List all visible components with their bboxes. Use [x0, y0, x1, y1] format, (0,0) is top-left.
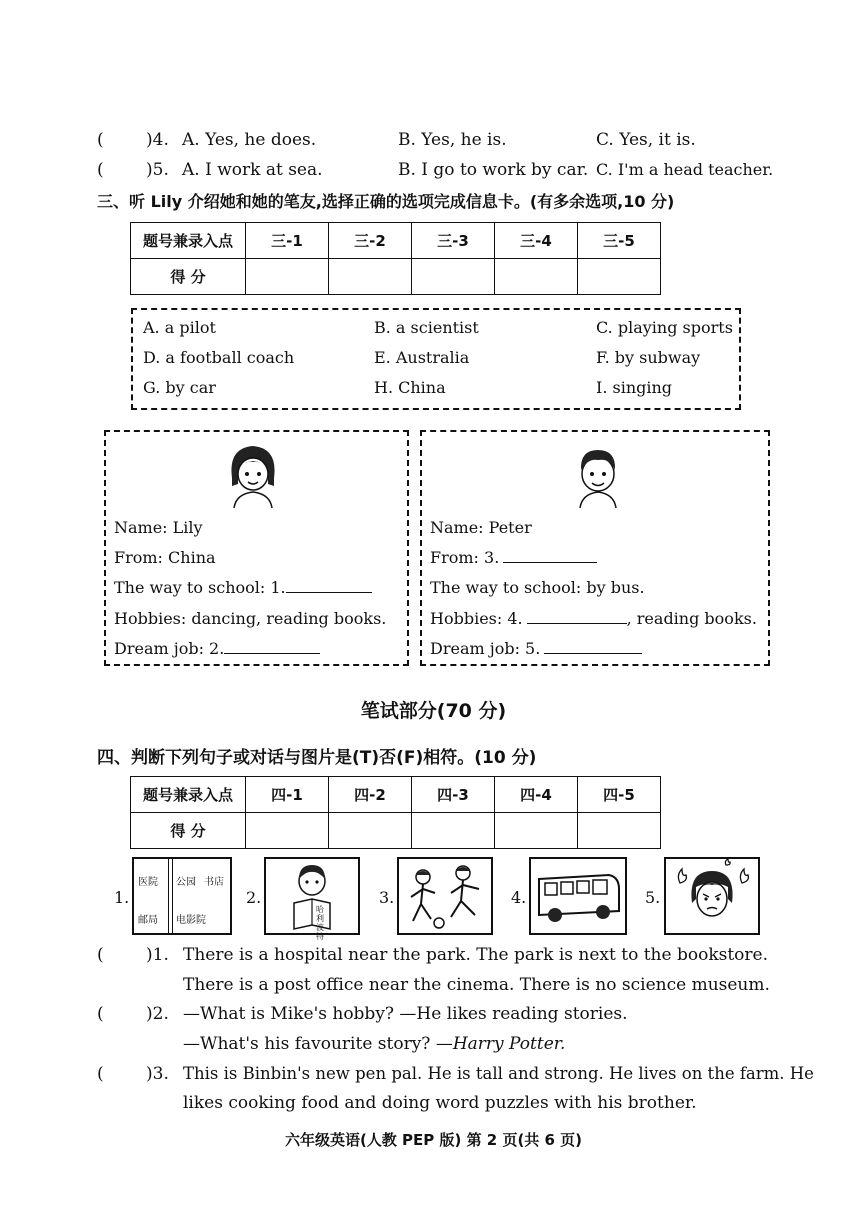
- score-cell[interactable]: [495, 813, 578, 849]
- score-cell[interactable]: [329, 259, 412, 295]
- section-3-title: 三、听 Lily 介绍她和她的笔友,选择正确的选项完成信息卡。(有多余选项,10 分): [97, 192, 675, 211]
- score-table-4: [130, 776, 661, 849]
- option-item: A. a pilot: [143, 318, 216, 337]
- option-item: I. singing: [596, 378, 673, 397]
- lily-from: From: China: [114, 548, 216, 567]
- map-label: 公园: [176, 877, 196, 888]
- option-item: B. a scientist: [374, 318, 479, 337]
- peter-name: Name: Peter: [430, 518, 532, 537]
- picture-number: 5.: [645, 888, 661, 907]
- peter-hobbies-prefix: Hobbies: 4.: [430, 609, 523, 628]
- score-cell[interactable]: [578, 813, 661, 849]
- score-cell[interactable]: [246, 259, 329, 295]
- peter-hobbies-suffix: , reading books.: [626, 609, 757, 628]
- answer-paren: (: [97, 160, 104, 180]
- option-b: B. I go to work by car.: [398, 160, 589, 180]
- score-cell[interactable]: [495, 259, 578, 295]
- score-cell[interactable]: [246, 813, 329, 849]
- score-cell[interactable]: [412, 259, 495, 295]
- answer-blank[interactable]: [527, 623, 627, 624]
- road-icon: [168, 859, 173, 933]
- dialogue-line: —What is Mike's hobby? —He likes reading stories.: [183, 1004, 628, 1024]
- option-item: H. China: [374, 378, 446, 397]
- lily-hobbies: Hobbies: dancing, reading books.: [114, 609, 387, 628]
- table-col: 四-5: [578, 777, 661, 813]
- answer-paren: (: [97, 1064, 104, 1084]
- question-number: )4.: [146, 130, 169, 150]
- map-label: 电影院: [176, 915, 206, 926]
- boys-football-icon: [399, 859, 491, 933]
- option-item: F. by subway: [596, 348, 701, 367]
- answer-blank[interactable]: [286, 592, 372, 593]
- table-col: 三-3: [412, 223, 495, 259]
- question-number: )1.: [146, 945, 169, 965]
- peter-info-card: [420, 430, 770, 666]
- answer-blank[interactable]: [544, 653, 642, 654]
- option-item: E. Australia: [374, 348, 470, 367]
- question-number: )2.: [146, 1004, 169, 1024]
- football-picture: [397, 857, 493, 935]
- score-label: 得 分: [131, 259, 246, 295]
- girl-avatar-icon: [220, 440, 286, 508]
- book-title: 哈利波特: [316, 905, 324, 941]
- written-part-title: 笔试部分(70 分): [360, 700, 507, 722]
- table-col: 三-1: [246, 223, 329, 259]
- table-col: 四-2: [329, 777, 412, 813]
- option-item: G. by car: [143, 378, 216, 397]
- option-item: C. playing sports: [596, 318, 733, 337]
- peter-way: The way to school: by bus.: [430, 578, 645, 597]
- answer-paren: (: [97, 1004, 104, 1024]
- option-item: D. a football coach: [143, 348, 295, 367]
- table-col: 四-3: [412, 777, 495, 813]
- reading-boy-icon: [266, 859, 358, 933]
- table-col: 四-4: [495, 777, 578, 813]
- score-cell[interactable]: [329, 813, 412, 849]
- statement-line: likes cooking food and doing word puzzles with his brother.: [183, 1093, 697, 1113]
- table-col: 三-4: [495, 223, 578, 259]
- lily-job: Dream job: 2.: [114, 639, 225, 658]
- table-header: 题号兼录入点: [131, 777, 246, 813]
- lily-way: The way to school: 1.: [114, 578, 286, 597]
- question-number: )5.: [146, 160, 169, 180]
- picture-number: 1.: [114, 888, 130, 907]
- answer-blank[interactable]: [224, 653, 320, 654]
- table-col: 三-2: [329, 223, 412, 259]
- book-title-italic: Harry Potter.: [452, 1034, 566, 1054]
- table-header: 题号兼录入点: [131, 223, 246, 259]
- map-label: 医院: [138, 877, 158, 888]
- question-number: )3.: [146, 1064, 169, 1084]
- dialogue-line: —What's his favourite story? —: [183, 1034, 453, 1054]
- table-col: 三-5: [578, 223, 661, 259]
- answer-paren: (: [97, 945, 104, 965]
- picture-number: 3.: [379, 888, 395, 907]
- angry-girl-icon: [666, 859, 758, 933]
- angry-girl-picture: [664, 857, 760, 935]
- map-label: 邮局: [138, 915, 158, 926]
- reading-boy-picture: [264, 857, 360, 941]
- statement-line: There is a post office near the cinema. There is no science museum.: [183, 975, 770, 995]
- score-table-3: [130, 222, 661, 295]
- page-footer: 六年级英语(人教 PEP 版) 第 2 页(共 6 页): [284, 1131, 583, 1149]
- map-picture: [132, 857, 232, 935]
- statement-line: There is a hospital near the park. The park is next to the bookstore.: [183, 945, 768, 965]
- map-label: 书店: [204, 877, 224, 888]
- picture-number: 4.: [511, 888, 527, 907]
- answer-blank[interactable]: [503, 562, 597, 563]
- option-b: B. Yes, he is.: [398, 130, 507, 150]
- score-cell[interactable]: [412, 813, 495, 849]
- score-cell[interactable]: [578, 259, 661, 295]
- peter-job: Dream job: 5.: [430, 639, 541, 658]
- boy-avatar-icon: [566, 440, 630, 508]
- option-c: C. Yes, it is.: [596, 130, 696, 150]
- option-a: A. I work at sea.: [182, 160, 323, 180]
- bus-icon: [531, 859, 625, 933]
- option-c: C. I'm a head teacher.: [596, 160, 774, 179]
- option-a: A. Yes, he does.: [182, 130, 317, 150]
- bus-picture: [529, 857, 627, 935]
- answer-paren: (: [97, 130, 104, 150]
- peter-from: From: 3.: [430, 548, 500, 567]
- picture-number: 2.: [246, 888, 262, 907]
- lily-info-card: [104, 430, 409, 666]
- score-label: 得 分: [131, 813, 246, 849]
- statement-line: This is Binbin's new pen pal. He is tall and strong. He lives on the farm. He: [183, 1064, 814, 1083]
- table-col: 四-1: [246, 777, 329, 813]
- section-4-title: 四、判断下列句子或对话与图片是(T)否(F)相符。(10 分): [97, 748, 537, 768]
- lily-name: Name: Lily: [114, 518, 203, 537]
